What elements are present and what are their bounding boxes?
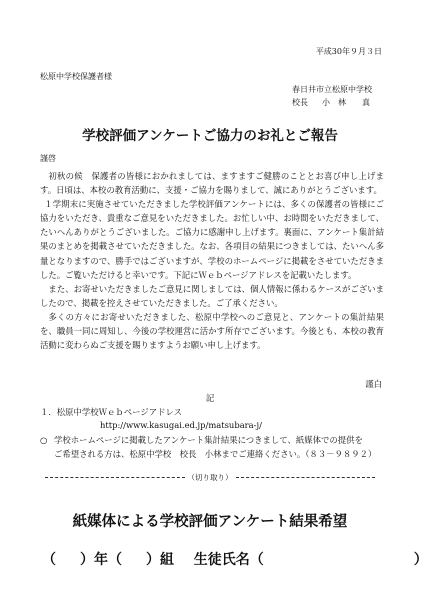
cut-line xyxy=(45,472,375,482)
sender-principal xyxy=(292,97,370,108)
sender-school: 春日井市立松原中学校 xyxy=(292,85,372,94)
request-form-line[interactable] xyxy=(42,549,428,569)
letter-title: 学校評価アンケートご協力のお礼とご報告 xyxy=(82,128,338,144)
circle-bullet-icon: ○ xyxy=(40,435,48,445)
sender-role: 校長 xyxy=(292,98,308,107)
class-label: ）組 xyxy=(146,552,174,568)
note-line-1: 学校ホームページに掲載したアンケート集計結果につきまして、紙媒体での提供を xyxy=(54,435,363,445)
grade-label: ）年（ xyxy=(80,552,122,568)
closing-salutation: 謹白 xyxy=(365,379,382,389)
paper-request-note xyxy=(40,434,384,461)
cut-dash-right xyxy=(236,477,376,478)
note-line-2: ご希望される方は、松原中学校 校長 小林までご連絡ください。（８３－９８９２） xyxy=(54,448,377,459)
paragraph-privacy: また、お寄せいただきましたご意見に関しましては、個人情報に係わるケースがございましたので、掲載を控えさせていただきました。ご了承ください。 xyxy=(40,283,384,308)
ki-heading: 記 xyxy=(205,393,215,403)
paragraph-greeting: 初秋の候 保護者の皆様におかれましては、ますますご健勝のこととお喜び申し上げます。日頃は、本校の教育活動に、支援・ご協力を賜りまして、誠にありがとうございます。 xyxy=(40,171,384,196)
cut-label: （切り取り） xyxy=(187,472,233,482)
name-close-paren: ） xyxy=(413,552,428,568)
letter-date: 平成30年９月３日 xyxy=(315,47,382,56)
paragraph-survey-thanks: １学期末に実施させていただきました学校評価アンケートには、多くの保護者の皆様にご協力をいただき、貴重なご意見をいただきました。お忙しい中、お時間をいただきまして、たいへんありがとうございました。ご協力に感謝申し上げます。裏面に、アンケート集計結果のまとめを掲載させていただきました。なお、各項目の結果につきましては、たいへん多量となりますので、勝手ではございますが、学校のホームページに掲載をさせていただきました。ご覧いただけると幸いです。下記にＷｅｂページアドレスを記載いたします。 xyxy=(40,199,384,280)
student-name-label: 生徒氏名（ xyxy=(193,552,264,568)
opening-salutation: 謹啓 xyxy=(40,154,56,163)
webpage-url[interactable]: http://www.kasugai.ed.jp/matsubara-j/ xyxy=(100,420,262,430)
grade-open-paren: （ xyxy=(42,552,56,568)
paragraph-closing-remarks: 多くの方々にお寄せいただきました、松原中学校へのご意見と、アンケートの集計結果を、職員一同に周知し、今後の学校運営に活かす所存でございます。今後とも、本校の教育活動に変わらぬご支援を賜りますようお願い申し上げます。 xyxy=(40,311,384,351)
item-webpage-label: １．松原中学校Ｗｅｂページアドレス xyxy=(40,407,182,417)
letter-body xyxy=(40,169,384,352)
cut-dash-left xyxy=(45,477,185,478)
recipient: 松原中学校保護者様 xyxy=(40,72,112,81)
sender-name: 小 林 真 xyxy=(322,98,370,107)
form-title: 紙媒体による学校評価アンケート結果希望 xyxy=(72,513,348,530)
